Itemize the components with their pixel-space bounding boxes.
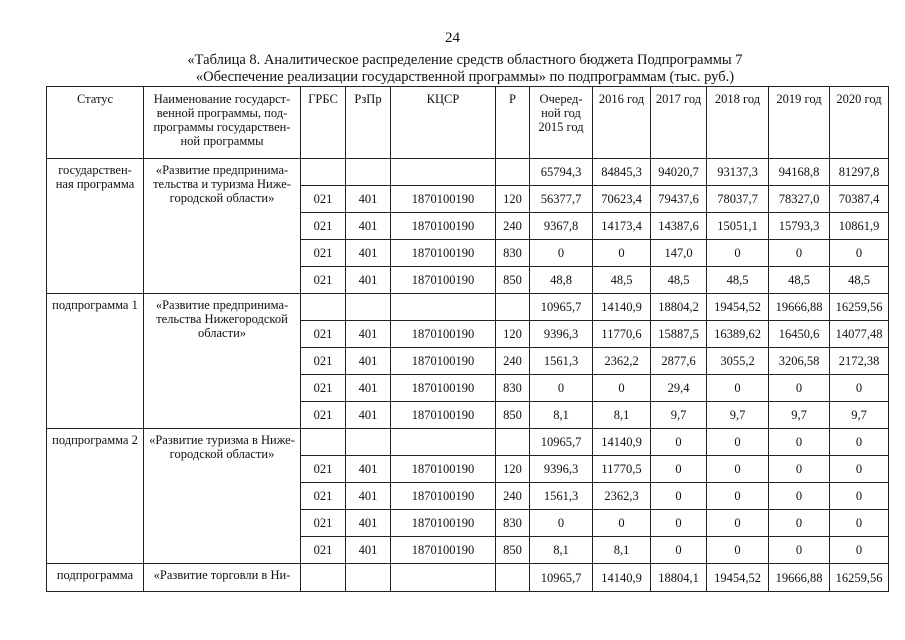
value-2020-cell: 9,7 [830, 402, 889, 429]
value-2018-cell: 19454,52 [707, 294, 769, 321]
value-2017-cell: 18804,2 [651, 294, 707, 321]
grbs-cell: 021 [301, 213, 346, 240]
program-name-cell: «Развитие торговли в Ни- [144, 564, 301, 592]
value-2015-cell: 0 [530, 510, 593, 537]
caption-line-2: «Обеспечение реализации государственной программы» по подпрограммам (тыс. руб.) [195, 69, 735, 85]
rzpr-cell: 401 [346, 483, 391, 510]
header-2020: 2020 год [830, 87, 889, 159]
value-2015-cell: 8,1 [530, 537, 593, 564]
header-grbs: ГРБС [301, 87, 346, 159]
rzpr-cell: 401 [346, 240, 391, 267]
r-cell: 240 [496, 483, 530, 510]
value-2018-cell: 0 [707, 429, 769, 456]
r-cell: 830 [496, 510, 530, 537]
value-2020-cell: 0 [830, 240, 889, 267]
rzpr-cell: 401 [346, 537, 391, 564]
grbs-cell: 021 [301, 402, 346, 429]
kcsr-cell: 1870100190 [391, 375, 496, 402]
r-cell: 830 [496, 375, 530, 402]
r-cell: 850 [496, 267, 530, 294]
value-2018-cell: 78037,7 [707, 186, 769, 213]
value-2019-cell: 0 [769, 375, 830, 402]
r-cell [496, 159, 530, 186]
status-cell: подпрограмма [47, 564, 144, 592]
header-2017: 2017 год [651, 87, 707, 159]
value-2019-cell: 0 [769, 240, 830, 267]
value-2020-cell: 16259,56 [830, 564, 889, 592]
value-2018-cell: 19454,52 [707, 564, 769, 592]
header-2016: 2016 год [593, 87, 651, 159]
value-2015-cell: 56377,7 [530, 186, 593, 213]
kcsr-cell: 1870100190 [391, 321, 496, 348]
value-2016-cell: 11770,6 [593, 321, 651, 348]
status-cell: государствен-ная программа [47, 159, 144, 294]
rzpr-cell: 401 [346, 267, 391, 294]
value-2019-cell: 15793,3 [769, 213, 830, 240]
value-2016-cell: 70623,4 [593, 186, 651, 213]
header-status: Статус [47, 87, 144, 159]
rzpr-cell: 401 [346, 375, 391, 402]
value-2018-cell: 15051,1 [707, 213, 769, 240]
value-2015-cell: 1561,3 [530, 348, 593, 375]
value-2017-cell: 147,0 [651, 240, 707, 267]
rzpr-cell: 401 [346, 456, 391, 483]
kcsr-cell [391, 564, 496, 592]
value-2020-cell: 0 [830, 429, 889, 456]
caption-line-1: «Таблица 8. Аналитическое распределение средств областного бюджета Подпрограммы 7 [187, 52, 743, 68]
value-2015-cell: 0 [530, 375, 593, 402]
kcsr-cell: 1870100190 [391, 213, 496, 240]
r-cell [496, 564, 530, 592]
value-2020-cell: 0 [830, 456, 889, 483]
value-2020-cell: 48,5 [830, 267, 889, 294]
value-2019-cell: 9,7 [769, 402, 830, 429]
table-caption [80, 52, 850, 86]
value-2017-cell: 9,7 [651, 402, 707, 429]
header-2018: 2018 год [707, 87, 769, 159]
rzpr-cell: 401 [346, 213, 391, 240]
value-2019-cell: 19666,88 [769, 564, 830, 592]
grbs-cell [301, 294, 346, 321]
value-2019-cell: 3206,58 [769, 348, 830, 375]
header-name: Наименование государст-венной программы, под-программы государствен-ной программы [144, 87, 301, 159]
r-cell: 240 [496, 213, 530, 240]
value-2016-cell: 48,5 [593, 267, 651, 294]
value-2015-cell: 8,1 [530, 402, 593, 429]
program-name-cell: «Развитие предпринима-тельства Нижегородской области» [144, 294, 301, 429]
table-row [47, 159, 889, 186]
value-2016-cell: 0 [593, 240, 651, 267]
program-name-cell: «Развитие предпринима-тельства и туризма Ниже-городской области» [144, 159, 301, 294]
value-2019-cell: 0 [769, 537, 830, 564]
grbs-cell: 021 [301, 456, 346, 483]
value-2016-cell: 84845,3 [593, 159, 651, 186]
value-2017-cell: 18804,1 [651, 564, 707, 592]
value-2018-cell: 0 [707, 456, 769, 483]
rzpr-cell [346, 294, 391, 321]
kcsr-cell: 1870100190 [391, 402, 496, 429]
grbs-cell: 021 [301, 375, 346, 402]
grbs-cell: 021 [301, 348, 346, 375]
header-r: Р [496, 87, 530, 159]
kcsr-cell [391, 294, 496, 321]
kcsr-cell: 1870100190 [391, 186, 496, 213]
header-rzpr: РзПр [346, 87, 391, 159]
r-cell [496, 429, 530, 456]
value-2015-cell: 10965,7 [530, 429, 593, 456]
value-2017-cell: 2877,6 [651, 348, 707, 375]
value-2019-cell: 19666,88 [769, 294, 830, 321]
r-cell: 850 [496, 402, 530, 429]
value-2019-cell: 16450,6 [769, 321, 830, 348]
value-2015-cell: 10965,7 [530, 294, 593, 321]
grbs-cell: 021 [301, 483, 346, 510]
value-2016-cell: 14173,4 [593, 213, 651, 240]
value-2018-cell: 9,7 [707, 402, 769, 429]
r-cell: 120 [496, 186, 530, 213]
value-2016-cell: 0 [593, 375, 651, 402]
kcsr-cell: 1870100190 [391, 483, 496, 510]
value-2015-cell: 0 [530, 240, 593, 267]
value-2015-cell: 9396,3 [530, 321, 593, 348]
value-2018-cell: 0 [707, 537, 769, 564]
value-2019-cell: 0 [769, 483, 830, 510]
value-2020-cell: 10861,9 [830, 213, 889, 240]
value-2017-cell: 14387,6 [651, 213, 707, 240]
program-name-cell: «Развитие туризма в Ниже-городской области» [144, 429, 301, 564]
value-2017-cell: 94020,7 [651, 159, 707, 186]
value-2018-cell: 16389,62 [707, 321, 769, 348]
value-2020-cell: 0 [830, 483, 889, 510]
rzpr-cell [346, 564, 391, 592]
value-2016-cell: 2362,2 [593, 348, 651, 375]
r-cell: 240 [496, 348, 530, 375]
rzpr-cell: 401 [346, 348, 391, 375]
value-2019-cell: 78327,0 [769, 186, 830, 213]
value-2016-cell: 14140,9 [593, 429, 651, 456]
grbs-cell: 021 [301, 267, 346, 294]
header-2015: Очеред-ной год 2015 год [530, 87, 593, 159]
value-2016-cell: 14140,9 [593, 294, 651, 321]
value-2020-cell: 0 [830, 510, 889, 537]
rzpr-cell: 401 [346, 186, 391, 213]
header-kcsr: КЦСР [391, 87, 496, 159]
kcsr-cell: 1870100190 [391, 510, 496, 537]
value-2015-cell: 9367,8 [530, 213, 593, 240]
kcsr-cell [391, 429, 496, 456]
kcsr-cell [391, 159, 496, 186]
value-2019-cell: 0 [769, 429, 830, 456]
table-row [47, 429, 889, 456]
grbs-cell: 021 [301, 510, 346, 537]
value-2015-cell: 48,8 [530, 267, 593, 294]
value-2015-cell: 1561,3 [530, 483, 593, 510]
rzpr-cell [346, 159, 391, 186]
rzpr-cell: 401 [346, 402, 391, 429]
r-cell: 850 [496, 537, 530, 564]
header-2019: 2019 год [769, 87, 830, 159]
value-2020-cell: 70387,4 [830, 186, 889, 213]
value-2017-cell: 0 [651, 510, 707, 537]
value-2015-cell: 9396,3 [530, 456, 593, 483]
value-2016-cell: 2362,3 [593, 483, 651, 510]
value-2019-cell: 0 [769, 456, 830, 483]
value-2019-cell: 94168,8 [769, 159, 830, 186]
grbs-cell [301, 429, 346, 456]
r-cell: 120 [496, 456, 530, 483]
value-2018-cell: 0 [707, 510, 769, 537]
value-2020-cell: 0 [830, 537, 889, 564]
value-2016-cell: 14140,9 [593, 564, 651, 592]
value-2018-cell: 0 [707, 483, 769, 510]
table-row [47, 564, 889, 592]
kcsr-cell: 1870100190 [391, 456, 496, 483]
value-2018-cell: 3055,2 [707, 348, 769, 375]
r-cell: 120 [496, 321, 530, 348]
value-2016-cell: 11770,5 [593, 456, 651, 483]
value-2017-cell: 29,4 [651, 375, 707, 402]
rzpr-cell [346, 429, 391, 456]
value-2020-cell: 16259,56 [830, 294, 889, 321]
status-cell: подпрограмма 1 [47, 294, 144, 429]
kcsr-cell: 1870100190 [391, 240, 496, 267]
table-row [47, 294, 889, 321]
value-2018-cell: 0 [707, 375, 769, 402]
value-2019-cell: 0 [769, 510, 830, 537]
grbs-cell: 021 [301, 186, 346, 213]
value-2017-cell: 0 [651, 429, 707, 456]
value-2020-cell: 0 [830, 375, 889, 402]
value-2016-cell: 0 [593, 510, 651, 537]
value-2018-cell: 0 [707, 240, 769, 267]
r-cell [496, 294, 530, 321]
header-row [47, 87, 889, 159]
value-2016-cell: 8,1 [593, 537, 651, 564]
grbs-cell: 021 [301, 240, 346, 267]
kcsr-cell: 1870100190 [391, 267, 496, 294]
value-2016-cell: 8,1 [593, 402, 651, 429]
value-2017-cell: 0 [651, 483, 707, 510]
value-2017-cell: 0 [651, 537, 707, 564]
value-2015-cell: 65794,3 [530, 159, 593, 186]
rzpr-cell: 401 [346, 510, 391, 537]
grbs-cell [301, 159, 346, 186]
budget-table [46, 86, 889, 592]
grbs-cell: 021 [301, 321, 346, 348]
value-2015-cell: 10965,7 [530, 564, 593, 592]
value-2018-cell: 93137,3 [707, 159, 769, 186]
value-2017-cell: 79437,6 [651, 186, 707, 213]
value-2020-cell: 81297,8 [830, 159, 889, 186]
status-cell: подпрограмма 2 [47, 429, 144, 564]
page-number: 24 [445, 30, 460, 46]
value-2020-cell: 14077,48 [830, 321, 889, 348]
table-body [47, 159, 889, 592]
value-2017-cell: 15887,5 [651, 321, 707, 348]
value-2020-cell: 2172,38 [830, 348, 889, 375]
value-2017-cell: 48,5 [651, 267, 707, 294]
r-cell: 830 [496, 240, 530, 267]
kcsr-cell: 1870100190 [391, 537, 496, 564]
grbs-cell: 021 [301, 537, 346, 564]
value-2018-cell: 48,5 [707, 267, 769, 294]
value-2017-cell: 0 [651, 456, 707, 483]
grbs-cell [301, 564, 346, 592]
value-2019-cell: 48,5 [769, 267, 830, 294]
rzpr-cell: 401 [346, 321, 391, 348]
kcsr-cell: 1870100190 [391, 348, 496, 375]
